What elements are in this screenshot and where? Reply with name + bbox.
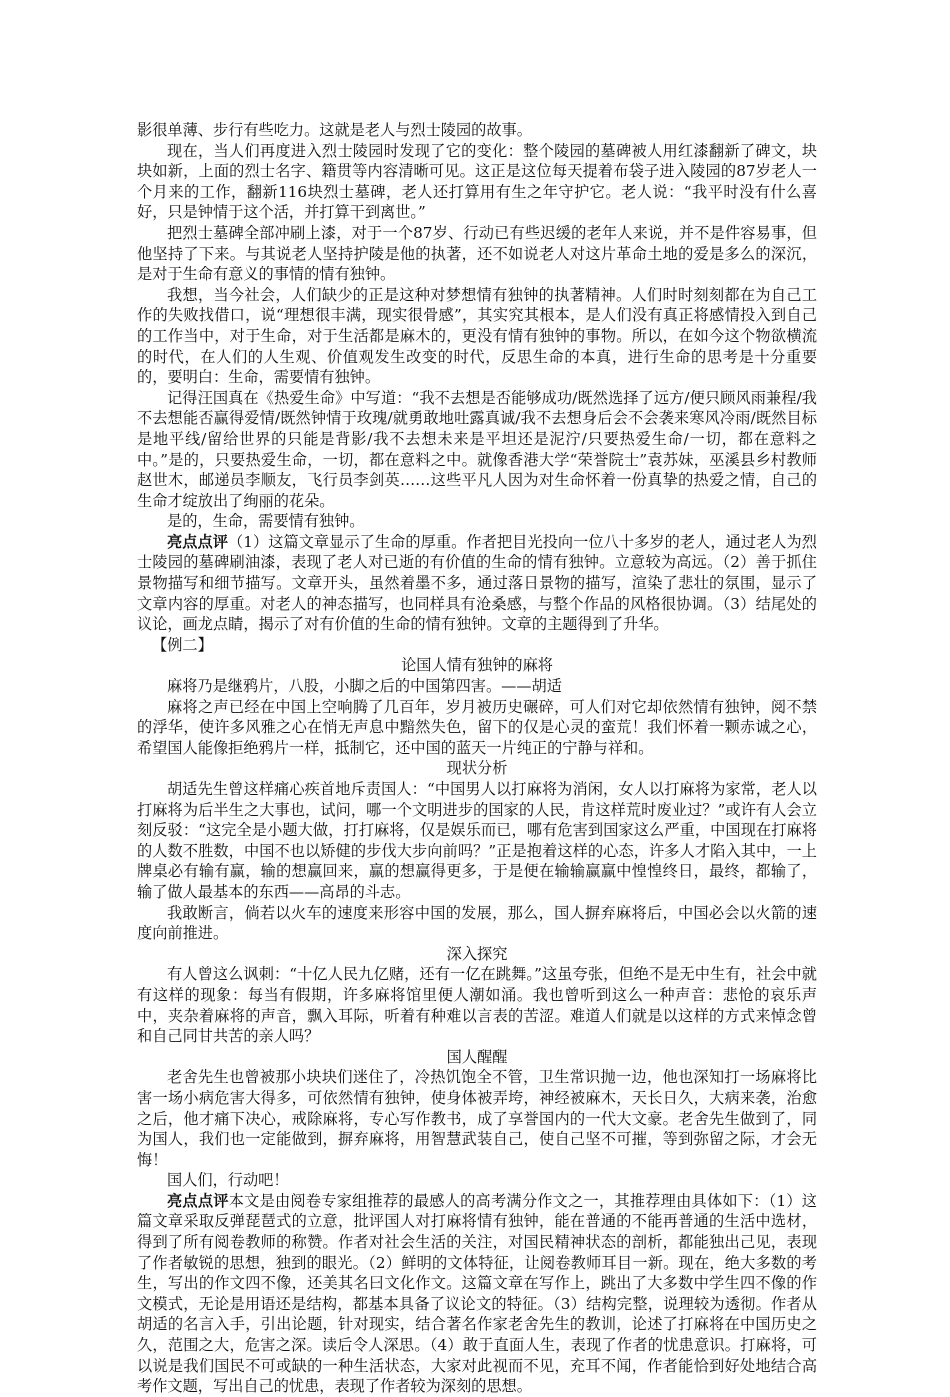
comment-label: 亮点点评 xyxy=(167,532,228,551)
paragraph: 国人们，行动吧！ xyxy=(167,1171,289,1190)
paragraph: 把烈士墓碑全部冲刷上漆，对于一个87岁、行动已有些迟缓的老年人来说，并不是件容易事，但他坚持了下来。与其说老人坚持护陵是他的执著，还不如说老人对这片革命土地的爱是多么的深沉，是对于生命有意义的事情的情有独钟。 xyxy=(137,223,817,284)
section-heading: 现状分析 xyxy=(446,759,508,778)
example-label: 【例二】 xyxy=(152,635,213,654)
paragraph: 是的，生命，需要情有独钟。 xyxy=(167,512,365,531)
paragraph: 记得汪国真在《热爱生命》中写道：“我不去想是否能够成功/既然选择了远方/便只顾风雨兼程/我不去想能否赢得爱情/既然钟情于玫瑰/就勇敢地吐露真诚/我不去想身后会不会袭来寒风冷雨/既然目标是地平线/留给世界的只能是背影/我不去想未来是平坦还是泥泞/只要热爱生命/一切，都在意料之中。”是的，只要热爱生命，一切，都在意料之中。就像香港大学“荣誉院士”袁苏妹，巫溪县乡村教师赵世木，邮递员李顺友，飞行员李剑英……这些平凡人因为对生命怀着一份真挚的热爱之情，自己的生命才绽放出了绚丽的花朵。 xyxy=(137,388,817,510)
section-heading: 国人醒醒 xyxy=(446,1047,508,1066)
paragraph: 老舍先生也曾被那小块块们迷住了，冷热饥饱全不管，卫生常识抛一边，他也深知打一场麻将比害一场小病危害大得多，可依然情有独钟，使身体被弄垮，神经被麻木，天长日久，大病来袭，治愈之后，他才痛下决心，戒除麻将，专心写作教书，成了享誉国内的一代大文豪。老舍先生做到了，同为国人，我们也一定能做到，摒弃麻将，用智慧武装自己，使自己坚不可摧，等到弥留之际，才会无悔！ xyxy=(137,1068,817,1169)
section-heading: 深入探究 xyxy=(446,944,508,963)
comment-paragraph xyxy=(137,532,817,635)
paragraph: 影很单薄、步行有些吃力。这就是老人与烈士陵园的故事。 xyxy=(137,121,532,139)
paragraph: 麻将乃是继鸦片，八股，小脚之后的中国第四害。——胡适 xyxy=(167,677,562,696)
paragraph: 胡适先生曾这样痛心疾首地斥责国人：“中国男人以打麻将为消闲，女人以打麻将为家常，老人以打麻将为后半生之大事也，试问，哪一个文明进步的国家的人民，肯这样荒时废业过？”或许有人会立刻反驳：“这完全是小题大做，打打麻将，仅是娱乐而已，哪有危害到国家这么严重，中国现在打麻将的人数不胜数，中国不也以矫健的步伐大步向前吗？”正是抱着这样的心态，许多人才陷入其中，一上牌桌必有输有赢，输的想赢回来，赢的想赢得更多，于是便在输输赢赢中惶惶终日，最终，都输了，输了做人最基本的东西——高昂的斗志。 xyxy=(137,780,817,901)
comment-text: （1）这篇文章显示了生命的厚重。作者把目光投向一位八十多岁的老人，通过老人为烈士陵园的墓碑刷油漆，表现了老人对已逝的有价值的生命的情有独钟。立意较为高远。（2）善于抓住景物描写和细节描写。文章开头，虽然着墨不多，通过落日景物的描写，渲染了悲壮的氛围，显示了文章内容的厚重。对老人的神态描写，也同样具有沧桑感，与整个作品的风格很协调。（3）结尾处的议论，画龙点睛，揭示了对有价值的生命的情有独钟。文章的主题得到了升华。 xyxy=(137,532,817,634)
comment-text: 本文是由阅卷专家组推荐的最感人的高考满分作文之一，其推荐理由具体如下：（1）这篇文章采取反弹琵琶式的立意，批评国人对打麻将情有独钟，能在普通的不能再普通的生活中选材，得到了所有阅卷教师的称赞。作者对社会生活的关注，对国民精神状态的剖析，都能独出己见，表现了作者敏锐的思想，独到的眼光。（2）鲜明的文体特征，让阅卷教师耳目一新。现在，绝大多数的考生，写出的作文四不像，还美其名曰文化作文。这篇文章在写作上，跳出了大多数中学生四不像的作文模式，无论是用语还是结构，都基本具备了议论文的特征。（3）结构完整，说理较为透彻。作者从胡适的名言入手，引出论题，针对现实，结合著名作家老舍先生的教训，论述了打麻将在中国历史之久，范围之大，危害之深。读后令人深思。（4）敢于直面人生，表现了作者的忧患意识。打麻将，可以说是我们国民不可或缺的一种生活状态，大家对此视而不见，充耳不闻，作者能恰到好处地结合高考作文题，写出自己的忧患，表现了作者较为深刻的思想。 xyxy=(137,1191,817,1396)
paragraph: 我想，当今社会，人们缺少的正是这种对梦想情有独钟的执著精神。人们时时刻刻都在为自己工作的失败找借口，说“理想很丰满，现实很骨感”，其实究其根本，是人们没有真正将感情投入到自己的工作当中，对于生命，对于生活都是麻木的，更没有情有独钟的事物。所以，在如今这个物欲横流的时代，在人们的人生观、价值观发生改变的时代，反思生命的本真，进行生命的思考是十分重要的，要明白：生命，需要情有独钟。 xyxy=(137,285,817,387)
comment-label: 亮点点评 xyxy=(167,1191,229,1210)
paragraph: 麻将之声已经在中国上空响腾了几百年，岁月被历史碾碎，可人们对它却依然情有独钟，阅不禁的浮华，使许多风雅之心在悄无声息中黯然失色，留下的仅是心灵的蛮荒！我们怀着一颗赤诚之心，希望国人能像拒绝鸦片一样，抵制它，还中国的蓝天一片纯正的宁静与祥和。 xyxy=(137,697,817,757)
comment-paragraph xyxy=(137,1191,817,1397)
paragraph: 有人曾这么讽刺：“十亿人民九亿赌，还有一亿在跳舞。”这虽夸张，但绝不是无中生有，社会中就有这样的现象：每当有假期，许多麻将馆里便人潮如涌。我也曾听到这么一种声音：悲怆的哀乐声中，夹杂着麻将的声音，飘入耳际，听着有种难以言表的苦涩。难道人们就是以这样的方式来悼念曾和自己同甘共苦的亲人吗？ xyxy=(137,965,817,1046)
essay-title: 论国人情有独钟的麻将 xyxy=(401,656,553,675)
paragraph: 我敢断言，倘若以火车的速度来形容中国的发展，那么，国人摒弃麻将后，中国必会以火箭的速度向前推进。 xyxy=(137,903,817,943)
document-body xyxy=(137,120,817,1397)
paragraph: 现在，当人们再度进入烈士陵园时发现了它的变化：整个陵园的墓碑被人用红漆翻新了碑文，块块如新，上面的烈士名字、籍贯等内容清晰可见。这正是这位每天提着布袋子进入陵园的87岁老人一个月来的工作，翻新116块烈士墓碑，老人还打算用有生之年守护它。老人说：“我平时没有什么喜好，只是钟情于这个活，并打算干到离世。” xyxy=(137,141,817,222)
